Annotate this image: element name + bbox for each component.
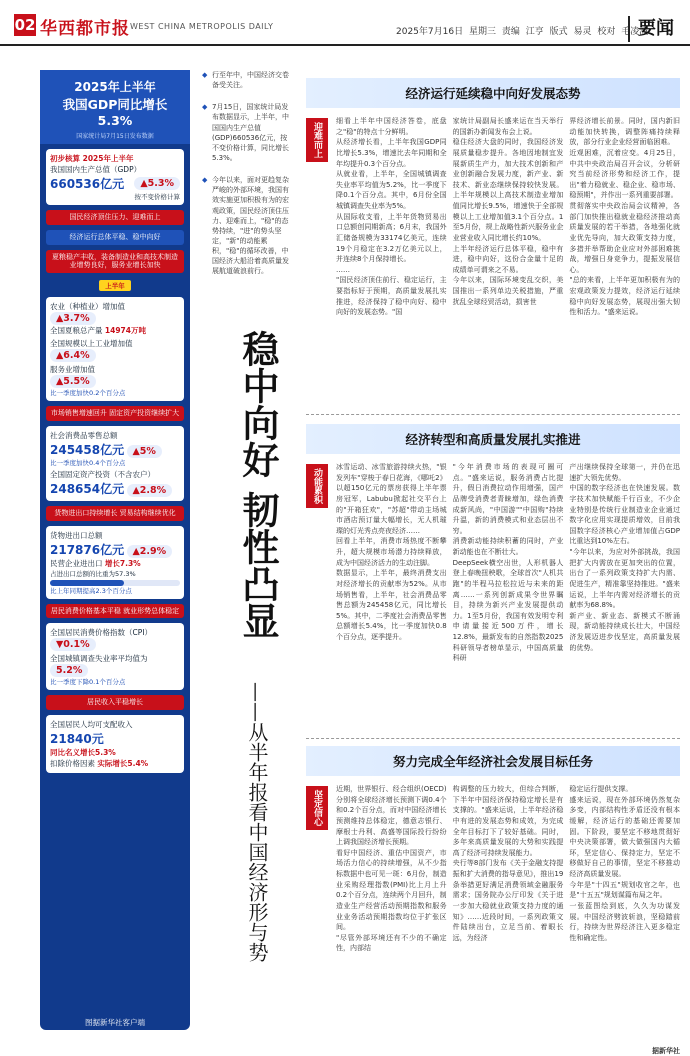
page-number: 02 [14,16,36,34]
article-1-body [336,116,680,416]
article-2-col-3: 产出继续保持全球第一，并仍在迅速扩大领先优势。 中国的数字经济也在快速发展。数字技术加快赋能千行百业，不少企业特别是传统行业制造业企业通过数字化应用实现提质增效，目前我国数字经济核心产业增加值占GDP比重达到10%左右。 "今年以来，为应对外部挑战，我国把扩大内需放在更加突出的位置，出台了一系列政策支持扩大内需、促进生产，精准靠坚持推进。"盛来运说，上半年内需对经济增长的贡献率为68.8%。 新产业、新业态、新模式不断涌现，新动能持续成长壮大，中国经济发展迈进步伐坚定，高质量发展的优势。 [569,463,681,652]
service-note: 比一季度加快0.2个百分点 [50,389,126,397]
retail-note: 比一季度加快0.4个百分点 [50,458,126,467]
main-headline-block [212,330,292,1050]
infographic [40,70,190,1030]
note-2: ◆ 7月15日，国家统计局发布数据显示，上半年，中国国内生产总值(GDP)660536亿元，按不变价格计算，同比增长5.3%。 [202,102,294,163]
trade-value: 217876亿元 [50,542,125,557]
article-1-col-3: 界经济增长前景。同时，国内新旧动能加快转换，调整阵痛持续释放，部分行业企业经营面临困难。 近观困难，沉着应变。4月25日，中共中央政治局召开会议，分析研究当前经济形势和经济工作，提出"着力稳就业、稳企业、稳市场、稳预期"，并作出一系列重要部署。 贯彻落实中央政治局会议精神，各部门加快推出稳就业稳经济推动高质量发展的若干举措，各地强化就业优先导向，加大政策支持力度，多措并举帮助企业应对外部困难挑战，增强日身竞争力，提振发展信心。 "总的来看，上半年更加积极有为的宏观政策发力提效，经济运行延续稳中向好发展态势，展现出强大韧性和活力。"盛来运说。 [569,117,681,317]
note-1: ◆ 行至年中，中国经济交卷备受关注。 [202,70,294,90]
retail-growth: ▲5% [127,445,162,458]
article-1-kicker: 迎难而上 [306,118,328,162]
trade-panel [46,526,184,599]
article-1-col-2: 家统计局副局长盛来运在当天举行的国新办新闻发布会上说。 稳住经济大盘的同时，我国经济发展质量稳步提升。各地因地制宜发展新质生产力，加大技术创新和产业创新融合发展力度，新产业、新技术、新业态继续保持较快发展。上半年规模以上高技术制造业增加值同比增长9.5%，增速快于全部规模以上工业增加值3.1个百分点。1至5月份，规上战略性新兴服务业企业营业收入同比增长约10%。 上半年经济运行总体平稳，稳中有进，稳中向好，这份合金量十足的成绩单可谓来之不易。 今年以来，国际环境变乱交织，美国推出一系列单边关税措施，严重扰乱全球经贸活动，损害世 [452,117,564,306]
price-title: 居民消费价格基本平稳 就业形势总体稳定 [46,604,184,619]
income-panel [46,715,184,773]
income-title: 居民收入平稳增长 [46,695,184,710]
industry-growth: ▲6.4% [50,349,96,362]
article-1 [306,78,680,416]
unemp-note: 比一季度下降0.1个百分点 [50,678,126,687]
article-3-col-2: 构调整的压力较大，但综合判断，下半年中国经济保持稳定增长是有支撑的。"盛来运说，上半年经济稳中有进的发展态势和成效，为完成全年目标打下了较好基础。同时，多年来高质量发展的大势和实践提高了经济可持续发展能力。 央行等8部门发布《关于金融支持提振和扩大消费的指导意见》，推出19条举措更好满足消费领域金融服务需求；国务院办公厅印发《关于进一步加大稳就业政策支持力度的通知》……近段时间，一系列政策文件陆续出台，立足当前、着眼长远，为经济 [452,785,564,942]
gdp-total: 660536亿元 [50,177,125,191]
info-caption: 图据新华社客户端 [85,1018,145,1027]
layout-editor: 版式 易灵 [549,27,592,37]
divider-1 [306,414,680,415]
proofreader: 校对 毛凌波 [597,27,649,37]
market-panel [46,426,184,501]
trade-growth: ▲2.9% [127,545,173,558]
article-2-header [306,424,680,454]
cpi-label: 全国居民消费价格指数（CPI） [50,628,152,638]
gdp-growth: ▲5.3% [134,177,180,190]
income-label: 全国居民人均可支配收入 [50,720,133,729]
agri-title: 夏粮稳产丰收，装备制造业和高技术制造业增势良好，服务业增长加快 [46,250,184,274]
article-3 [306,746,680,1056]
sub-headline: ——从半年报看中国经济形与势 [245,682,269,962]
article-2-body [336,462,680,752]
half-year-badge: 上半年 [99,280,131,291]
gdp-growth-label: 按不变价格计算 [134,193,180,201]
income-real-label: 扣除价格因素 [50,759,95,768]
main-headline: 稳中向好 韧性凸显 [236,330,280,639]
trade-share-label: 占进出口总额的比重为57.3% [50,569,136,578]
income-value: 21840元 [50,732,104,746]
trade-share-note: 比上年同期提高2.3个百分点 [50,586,132,595]
summer-grain: 14974万吨 [104,326,146,335]
article-3-kicker: 坚定信心 [306,786,328,830]
gdp-total-label: 我国国内生产总值（GDP） [50,165,142,174]
article-3-body [336,784,680,1044]
issue-date: 2025年7月16日 星期三 [396,27,496,37]
income-real: 实际增长5.4% [97,759,149,768]
fai-value: 248654亿元 [50,481,125,496]
market-title: 市场销售增速回升 固定资产投资继续扩大 [46,406,184,421]
unemp-value: 5.2% [50,664,88,677]
article-1-col-1: 细看上半年中国经济答卷，底盘之"稳"的特点十分鲜明。 从经济增长看，上半年我国GDP同比增长5.3%，增速比去年同期和全年均提升0.3个百分点。 从就业看，上半年，全国城镇调查失业率平均值为5.2%，比一季度下降0.1个百分点。其中，6月份全国城镇调查失业率为5%。 从国际收支看，上半年货物贸易出口总额创同期新高；6月末，我国外汇储备规模为33174亿美元，连续19个月稳定在3.2万亿美元以上，并连续8个月保持增长。 …… "国民经济顶住前行、稳定运行，主要指标好于预期，高质量发展扎实推进，经济保持了稳中向好、稳中向好的发展态势。"国 [336,117,447,317]
edit-line [396,24,648,37]
retail-value: 245458亿元 [50,442,125,457]
private-trade-growth: 增长7.3% [104,558,141,568]
masthead [0,0,690,46]
gdp-tag-2: 经济运行总体平稳、稳中向好 [46,230,184,245]
info-header [40,70,190,144]
trade-label: 货物进出口总额 [50,530,103,540]
article-2-col-1: 冰雪运动、冰雪旅游持续火热，"银发列车"穿梭于春日花海，《哪吒2》以超150亿元的票房获得上半年票房冠军，Labubu掀起社交平台上的"开箱狂欢"，"苏超"带动主场城市酒店预订量大幅增长，无人机璀璨的灯光秀点亮夜经济…… 回看上半年，消费市场热度不断攀升，超大规模市场潜力持续释放，成为中国经济活力的生动注脚。 数据显示，上半年，最终消费支出对经济增长的贡献率为52%。从市场销售看，上半年，社会消费品零售总额为245458亿元，同比增长5%。其中，二季度社会消费品零售总额增长5.4%，比一季度加快0.8个百分点，逐季提升。 [336,463,447,641]
article-2-title: 经济转型和高质量发展扎实推进 [405,432,581,447]
article-3-credit: 据新华社 [652,1047,680,1055]
brand-english: WEST CHINA METROPOLIS DAILY [130,22,274,31]
summer-grain-label: 全国夏粮总产量 [50,326,103,335]
income-growth: 同比名义增长5.3% [50,748,116,757]
info-title-2: 我国GDP同比增长5.3% [62,97,168,128]
divider-2 [306,738,680,739]
fai-label: 全国固定资产投资（不含农户） [50,469,155,479]
gdp-tag: 国民经济顶住压力、迎难而上 [46,210,184,225]
article-2 [306,424,680,752]
intro-notes [202,70,294,289]
editor: 责编 江亨 [501,27,544,37]
info-source: 国家统计局7月15日发布数据 [76,133,154,140]
gdp-panel [46,149,184,205]
agri-label: 农业（种植业）增加值 [50,302,125,311]
section-name: 要闻 [628,16,674,42]
trade-title: 货物进出口持续增长 贸易结构继续优化 [46,506,184,521]
agri-growth: ▲3.7% [50,312,96,325]
service-growth: ▲5.5% [50,375,96,388]
brand-logo: 华西都市报 [40,19,130,39]
article-2-col-2: "今年消费市场的表现可圈可点。"盛来运说，服务消费占比提升，假日消费拉动作用增强，国产品牌受消费者青睐增加，绿色消费成新风尚，"中国游""中国购"持续升温，新的消费模式和业态层出不穷。 消费新动能持续积蓄的同时，产业新动能也在不断壮大。 DeepSeek横空出世，人形机器人登上春晚扭秧歌，全球首次"人机共跑"的半程马拉松拉近与未来的距离……一系列创新成果令世界瞩目，持续为新兴产业发展提供动力。1至5月份，我国有效发明专利申请量接近500万件，增长12.8%，最新发布的自然指数2025科研领导者榜单显示，中国高质量科研 [452,463,564,663]
note-3: ◆ 今年以来，面对更趋复杂严峻的外部环境，我国有效实施更加积极有为的宏观政策，国民经济顶住压力、迎难而上，"稳"的态势持续，"进"的势头坚定，"新"的动能累积，"稳"的循环改善，中国经济大船沿着高质量发展航道破浪前行。 [202,175,294,276]
industry-label: 全国规模以上工业增加值 [50,339,133,348]
service-label: 服务业增加值 [50,365,95,374]
article-3-header [306,746,680,776]
unemp-label: 全国城镇调查失业率平均值为 [50,654,148,664]
cpi-value: ▼0.1% [50,638,96,651]
agri-panel [46,297,184,401]
article-3-col-3: 稳定运行提供支撑。 盛来运说，现在外部环境仍然复杂多变，内部结构性矛盾还没有根本缓解，经济运行的基础还需要加固。下阶段，要坚定不移地贯彻好中央决策部署，做大做强国内大循环，坚定信心、保持定力，坚定不移做好自己的事情，坚定不移推动经济高质量发展。 今年是"十四五"规划收官之年，也是"十五五"规划谋篇布局之年。 一张蓝图绘到底，久久为功谋发展。中国经济劈波斩浪，坚稳踏前行，持续为世界经济注入更多稳定性和确定性。 [569,785,681,942]
private-trade-label: 民营企业进出口 [50,558,103,568]
fai-growth: ▲2.8% [127,484,173,497]
gdp-label: 初步核算 2025年上半年 [50,154,134,163]
article-3-col-1: 近期，世界银行、经合组织(OECD)分别将全球经济增长预测下调0.4个和0.2个百分点，而对中国经济增长预测维持总体稳定，德意志银行、摩根士丹利、高盛等国际投行纷纷上调我国经济增长预期。 看好中国经济、重估中国资产，市场活力信心的持续增强，从不少指标数据中也可见一斑：6月份，制造业采购经理指数(PMI)比上月上升0.2个百分点，连续两个月回升，制造业生产经营活动预期指数和服务业业务活动预期指数均位于扩张区间。 "尽管外部环境还有不少的不确定性，内部结 [336,785,447,953]
price-panel [46,623,184,690]
trade-share-fill [50,580,124,586]
article-3-title: 努力完成全年经济社会发展目标任务 [392,754,593,769]
trade-share-bar [50,580,180,586]
article-1-header [306,78,680,108]
article-2-kicker: 动能累积 [306,464,328,508]
info-title: 2025年上半年 [74,80,156,94]
article-1-title: 经济运行延续稳中向好发展态势 [405,86,581,101]
retail-label: 社会消费品零售总额 [50,430,118,440]
